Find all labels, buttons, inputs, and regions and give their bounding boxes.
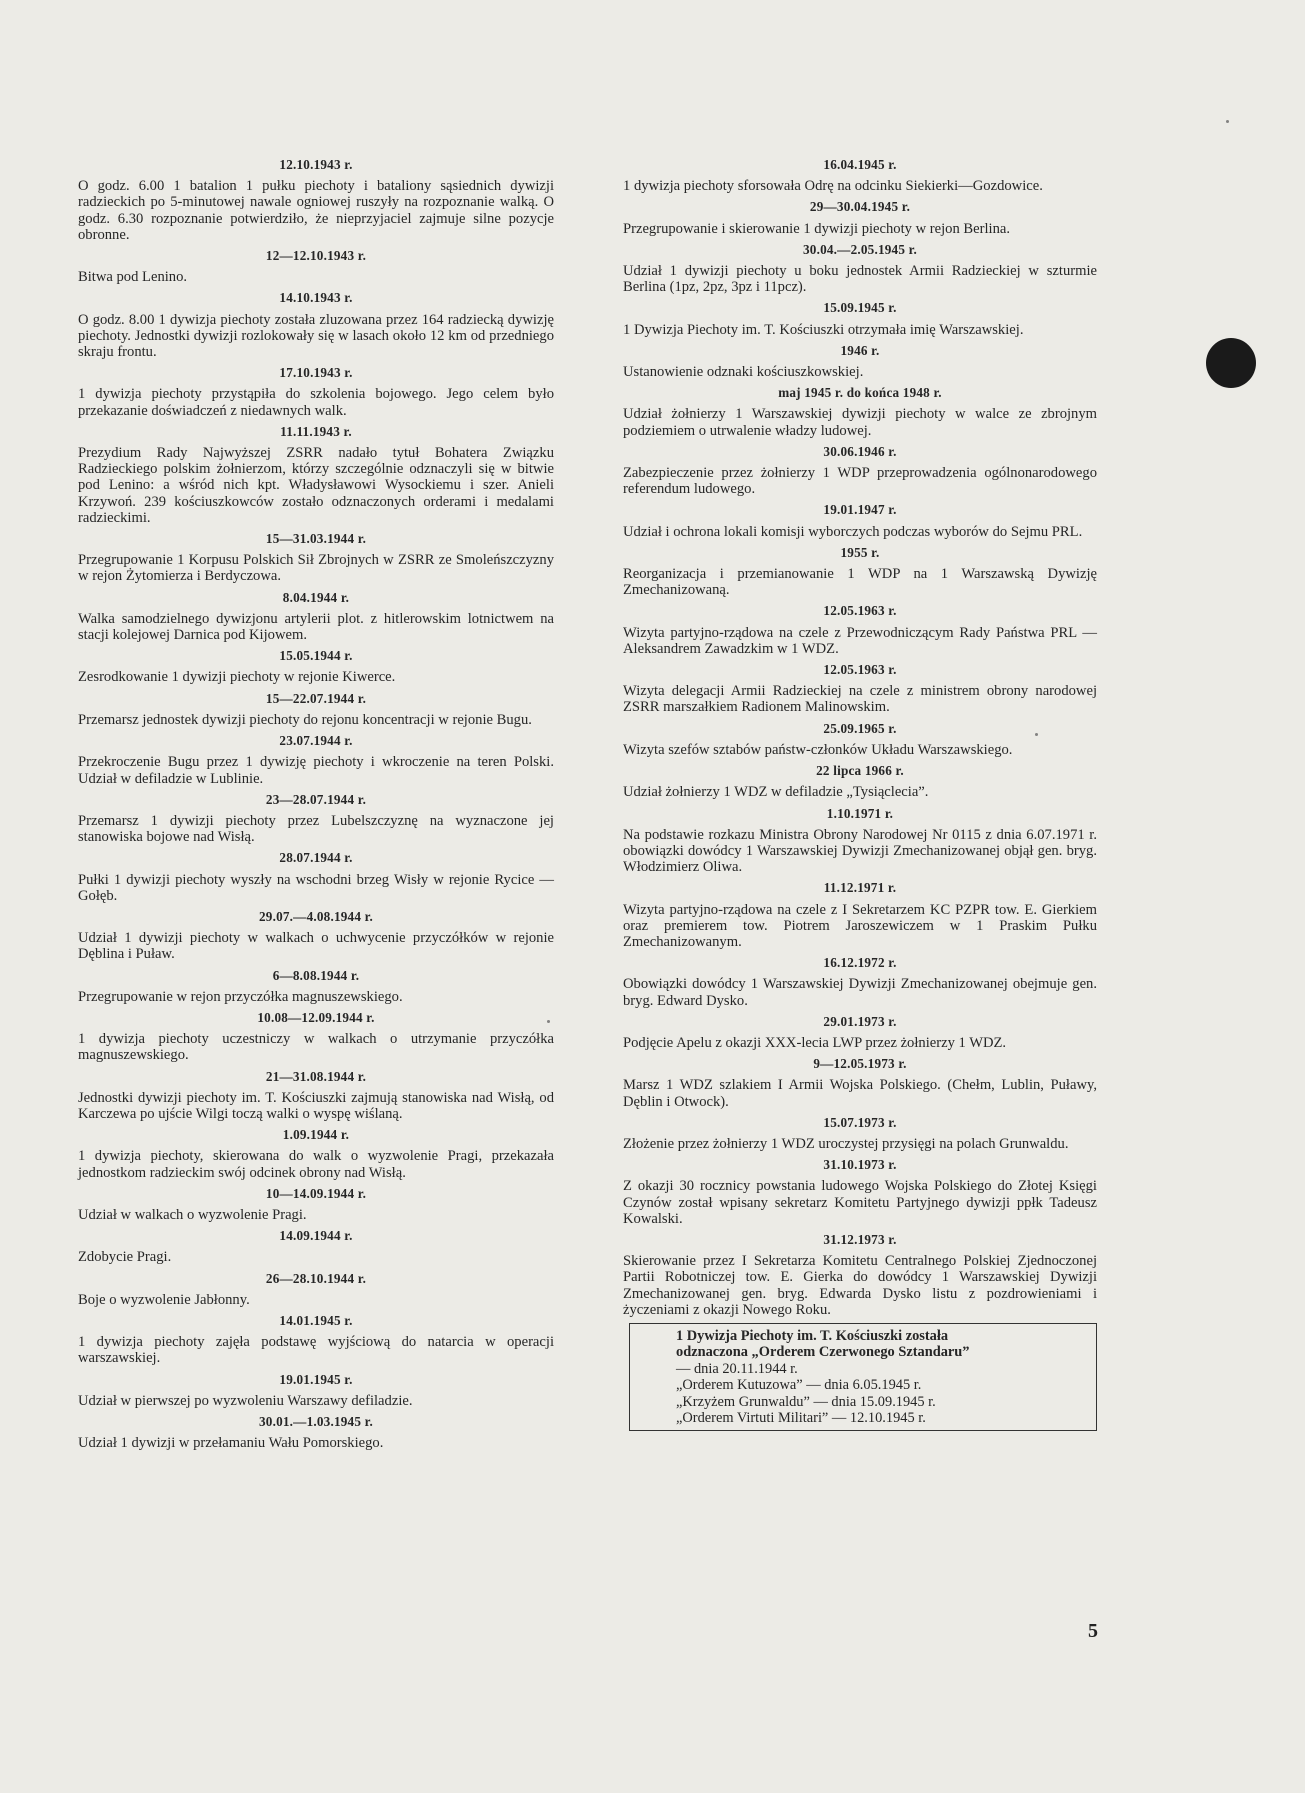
timeline-entry [78,424,554,526]
award-line: „Orderem Virtuti Militari” — 12.10.1945 r. [676,1410,926,1427]
entry-text: Udział i ochrona lokali komisji wyborczych podczas wyborów do Sejmu PRL. [623,523,1083,540]
entry-text: Reorganizacja i przemianowanie 1 WDP na 1 Warszawską Dywizję Zmechanizowaną. [623,566,1097,599]
award-line: „Orderem Kutuzowa” — dnia 6.05.1945 r. [676,1377,922,1394]
entry-date: 31.10.1973 r. [823,1157,897,1173]
entry-text: Udział 1 dywizji piechoty w walkach o uchwycenie przyczółków w rejonie Dęblina i Puław. [78,930,554,963]
timeline-entry [623,1232,1097,1318]
award-line: odznaczona „Orderem Czerwonego Sztandaru” [676,1344,970,1361]
timeline-entry [78,1186,554,1223]
entry-text: Złożenie przez żołnierzy 1 WDZ uroczystej przysięgi na polach Grunwaldu. [623,1135,1069,1152]
timeline-entry [623,502,1097,539]
timeline-entry [78,531,554,585]
entry-text: Udział 1 dywizji w przełamaniu Wału Pomorskiego. [78,1435,384,1452]
entry-date: 26—28.10.1944 r. [265,1270,367,1286]
timeline-entry [78,691,554,728]
timeline-entry [78,1372,554,1409]
entry-text: Pułki 1 dywizji piechoty wyszły na wschodni brzeg Wisły w rejonie Rycice — Gołęb. [78,871,554,904]
entry-date: 15.09.1945 r. [823,300,897,316]
timeline-entry [78,248,554,285]
entry-text: 1 dywizja piechoty przystąpiła do szkolenia bojowego. Jego celem było przekazanie doświadczeń z niedawnych walk. [78,386,554,419]
left-column [78,157,554,1456]
entry-text: Wizyta szefów sztabów państw-członków Układu Warszawskiego. [623,741,1013,758]
entry-text: Jednostki dywizji piechoty im. T. Kościuszki zajmują stanowiska nad Wisłą, od Karczewa po ujście Wilgi toczą walki o wyspę wiślaną. [78,1089,554,1122]
entry-text: 1 dywizja piechoty, skierowana do walk o wyzwolenie Pragi, przekazała jednostkom radzieckim swój odcinek obrony nad Wisłą. [78,1148,554,1181]
entry-date: 17.10.1943 r. [279,365,353,381]
entry-date: 1.10.1971 r. [826,805,894,821]
entry-text: O godz. 6.00 1 batalion 1 pułku piechoty i bataliony sąsiednich dywizji radzieckich po 5-minutowej nawale ogniowej ruszyły na rozpoznanie walką. O godz. 6.30 rozpoznanie potwierdziło, że nieprzyjaciel zajmuje silne pozycje obronne. [78,178,554,243]
entry-text: Marsz 1 WDZ szlakiem I Armii Wojska Polskiego. (Chełm, Lublin, Puławy, Dęblin i Otwock). [623,1077,1097,1110]
timeline-entry [623,880,1097,950]
entry-date: 29—30.04.1945 r. [809,199,911,215]
timeline-entry [78,365,554,419]
entry-text: Wizyta delegacji Armii Radzieckiej na czele z ministrem obrony narodowej ZSRR marszałkiem Radionem Malinowskim. [623,683,1097,716]
entry-date: 10—14.09.1944 r. [265,1185,367,1201]
entry-date: 29.07.—4.08.1944 r. [259,908,373,924]
entry-text: Bitwa pod Lenino. [78,269,188,286]
award-line: „Krzyżem Grunwaldu” — dnia 15.09.1945 r. [676,1393,936,1410]
entry-text: Na podstawie rozkazu Ministra Obrony Narodowej Nr 0115 z dnia 6.07.1971 r. obowiązki dowódcy 1 Warszawskiej Dywizji Zmechanizowanej objął gen. bryg. Włodzimierz Oliwa. [623,826,1097,876]
timeline-entry [78,733,554,787]
timeline-entry [78,1313,554,1367]
entry-date: 8.04.1944 r. [282,589,350,605]
entry-text: Wizyta partyjno-rządowa na czele z Przewodniczącym Rady Państwa PRL — Aleksandrem Zawadzkim w 1 WDZ. [623,624,1097,657]
entry-text: 1 dywizja piechoty sforsowała Odrę na odcinku Siekierki—Gozdowice. [623,178,1043,195]
paper-speck [1035,733,1038,736]
timeline-entry [78,1414,554,1451]
entry-date: 15.07.1973 r. [823,1114,897,1130]
entry-date: 23—28.07.1944 r. [265,791,367,807]
entry-date: 25.09.1965 r. [823,720,897,736]
entry-text: Zabezpieczenie przez żołnierzy 1 WDP przeprowadzenia ogólnonarodowego referendum ludowego. [623,465,1097,498]
entry-text: 1 dywizja piechoty uczestniczy w walkach o utrzymanie przyczółka magnuszewskiego. [78,1031,554,1064]
entry-date: 22 lipca 1966 r. [816,763,904,779]
entry-text: O godz. 8.00 1 dywizja piechoty została zluzowana przez 164 radziecką dywizję piechoty. Jednostki dywizji rozlokowały się w lasach około 12 km od przedniego skraju frontu. [78,311,554,361]
entry-text: Przemarsz jednostek dywizji piechoty do rejonu koncentracji w rejonie Bugu. [78,711,532,728]
entry-date: 1946 r. [840,342,880,358]
timeline-entry [623,662,1097,716]
timeline-entry [78,1010,554,1064]
timeline-entry [78,648,554,685]
paper-speck [547,1020,550,1023]
right-column [623,157,1097,1431]
entry-date: 14.01.1945 r. [279,1312,353,1328]
entry-date: 28.07.1944 r. [279,850,353,866]
timeline-entry [623,603,1097,657]
timeline-entry [78,1271,554,1308]
entry-date: 10.08—12.09.1944 r. [257,1009,375,1025]
entry-date: 16.12.1972 r. [823,955,897,971]
entry-date: 12.05.1963 r. [823,603,897,619]
entry-text: Przemarsz 1 dywizji piechoty przez Lubelszczyznę na wyznaczone jej stanowiska bojowe nad Wisłą. [78,812,554,846]
timeline-entry [623,343,1097,380]
timeline-entry [623,806,1097,876]
timeline-entry [623,955,1097,1009]
award-line: 1 Dywizja Piechoty im. T. Kościuszki została [676,1327,949,1344]
timeline-entry [623,545,1097,599]
entry-text: Zesrodkowanie 1 dywizji piechoty w rejonie Kiwerce. [78,669,396,686]
entry-date: 6—8.08.1944 r. [272,967,360,983]
entry-text: Walka samodzielnego dywizjonu artylerii plot. z hitlerowskim lotnictwem na stacji kolejowej Darnica pod Kijowem. [78,610,554,644]
timeline-entry [623,721,1097,758]
entry-date: 21—31.08.1944 r. [265,1068,367,1084]
entry-text: Udział 1 dywizji piechoty u boku jednostek Armii Radzieckiej w szturmie Berlina (1pz, 2pz, 3pz i 11pcz). [623,263,1097,296]
entry-text: Z okazji 30 rocznicy powstania ludowego Wojska Polskiego do Złotej Księgi Czynów został wpisany sekretarz Komitetu Partyjnego dywizji ppłk Tadeusz Kowalski. [623,1178,1097,1227]
award-line: — dnia 20.11.1944 r. [676,1360,798,1377]
paper-speck [1226,120,1229,123]
entry-date: 11.11.1943 r. [280,423,352,439]
entry-text: Przekroczenie Bugu przez 1 dywizję piechoty i wkroczenie na teren Polski. Udział w defiladzie w Lublinie. [78,754,554,787]
timeline-entry [623,385,1097,439]
entry-text: Wizyta partyjno-rządowa na czele z I Sekretarzem KC PZPR tow. E. Gierkiem oraz premierem tow. Piotrem Jaroszewiczem w 1 Praskim Pułku Zmechanizowanym. [623,901,1097,950]
entry-date: 30.04.—2.05.1945 r. [803,241,917,257]
timeline-entry [623,242,1097,296]
timeline-entry [78,850,554,904]
entry-date: 31.12.1973 r. [823,1231,897,1247]
page-number: 5 [1088,1620,1098,1642]
entry-date: 30.01.—1.03.1945 r. [259,1414,373,1429]
entry-text: Udział żołnierzy 1 Warszawskiej dywizji piechoty w walce ze zbrojnym podziemiem o utrwalenie władzy ludowej. [623,406,1097,439]
entry-date: 16.04.1945 r. [823,157,897,172]
entry-text: Przegrupowanie 1 Korpusu Polskich Sił Zbrojnych w ZSRR ze Smoleńszczyzny w rejon Żytomierza i Berdyczowa. [78,552,554,585]
entry-date: 30.06.1946 r. [823,443,897,459]
timeline-entry [623,763,1097,800]
entry-date: 15.05.1944 r. [279,648,353,664]
entry-date: 12—12.10.1943 r. [265,248,367,264]
entry-text: Prezydium Rady Najwyższej ZSRR nadało tytuł Bohatera Związku Radzieckiego polskim żołnierzom, którzy szczególnie odznaczyli się w bitwie pod Lenino: a wśród nich kpt. Władysławowi Wysockiemu i szer. Anieli Krzywoń. 239 kościuszkowców zostało odznaczonych orderami i medalami radzieckimi. [78,445,554,526]
entry-date: maj 1945 r. do końca 1948 r. [778,385,942,401]
entry-text: Przegrupowanie w rejon przyczółka magnuszewskiego. [78,988,403,1005]
binder-hole [1206,338,1256,388]
entry-date: 23.07.1944 r. [279,733,353,749]
entry-text: Udział żołnierzy 1 WDZ w defiladzie „Tysiąclecia”. [623,784,929,801]
timeline-entry [78,1127,554,1181]
entry-date: 19.01.1945 r. [279,1371,353,1387]
timeline-entry [78,1228,554,1265]
entry-date: 19.01.1947 r. [823,502,897,518]
entry-date: 29.01.1973 r. [823,1013,897,1029]
entry-date: 9—12.05.1973 r. [813,1056,907,1072]
award-box [629,1323,1097,1431]
entry-text: Skierowanie przez I Sekretarza Komitetu Centralnego Polskiej Zjednoczonej Partii Robotniczej tow. E. Gierka do dowódcy 1 Warszawskiej Dywizji Zmechanizowanej gen. bryg. Edwarda Dysko listu z pozdrowieniami i życzeniami z okazji Nowego Roku. [623,1253,1097,1318]
timeline-entry [78,157,554,243]
entry-date: 12.05.1963 r. [823,662,897,678]
timeline-entry [623,300,1097,337]
entry-date: 15—31.03.1944 r. [265,531,367,547]
timeline-entry [623,1157,1097,1227]
timeline-entry [78,290,554,360]
entry-text: Boje o wyzwolenie Jabłonny. [78,1291,250,1308]
timeline-entry [623,1056,1097,1110]
entry-date: 15—22.07.1944 r. [265,690,367,706]
timeline-entry [623,444,1097,498]
entry-date: 14.09.1944 r. [279,1228,353,1244]
timeline-entry [623,1115,1097,1152]
entry-text: Przegrupowanie i skierowanie 1 dywizji piechoty w rejon Berlina. [623,220,1011,237]
timeline-entry [78,792,554,846]
entry-date: 11.12.1971 r. [823,880,897,896]
entry-text: 1 Dywizja Piechoty im. T. Kościuszki otrzymała imię Warszawskiej. [623,321,1024,338]
entry-text: Obowiązki dowódcy 1 Warszawskiej Dywizji Zmechanizowanej obejmuje gen. bryg. Edward Dysko. [623,976,1097,1009]
timeline-entry [78,590,554,644]
timeline-entry [623,157,1097,194]
entry-date: 1955 r. [840,544,880,560]
timeline-entry [623,1014,1097,1051]
entry-text: Udział w pierwszej po wyzwoleniu Warszawy defiladzie. [78,1392,413,1409]
entry-date: 14.10.1943 r. [279,290,353,306]
entry-date: 1.09.1944 r. [282,1127,350,1143]
entry-text: Zdobycie Pragi. [78,1249,172,1266]
timeline-entry [78,968,554,1005]
entry-date: 12.10.1943 r. [279,157,353,172]
entry-text: Udział w walkach o wyzwolenie Pragi. [78,1206,307,1223]
entry-text: Ustanowienie odznaki kościuszkowskiej. [623,364,864,381]
entry-text: 1 dywizja piechoty zajęła podstawę wyjściową do natarcia w operacji warszawskiej. [78,1334,554,1367]
timeline-entry [78,1069,554,1123]
entry-text: Podjęcie Apelu z okazji XXX-lecia LWP przez żołnierzy 1 WDZ. [623,1034,1007,1051]
timeline-entry [78,909,554,963]
timeline-entry [623,199,1097,236]
